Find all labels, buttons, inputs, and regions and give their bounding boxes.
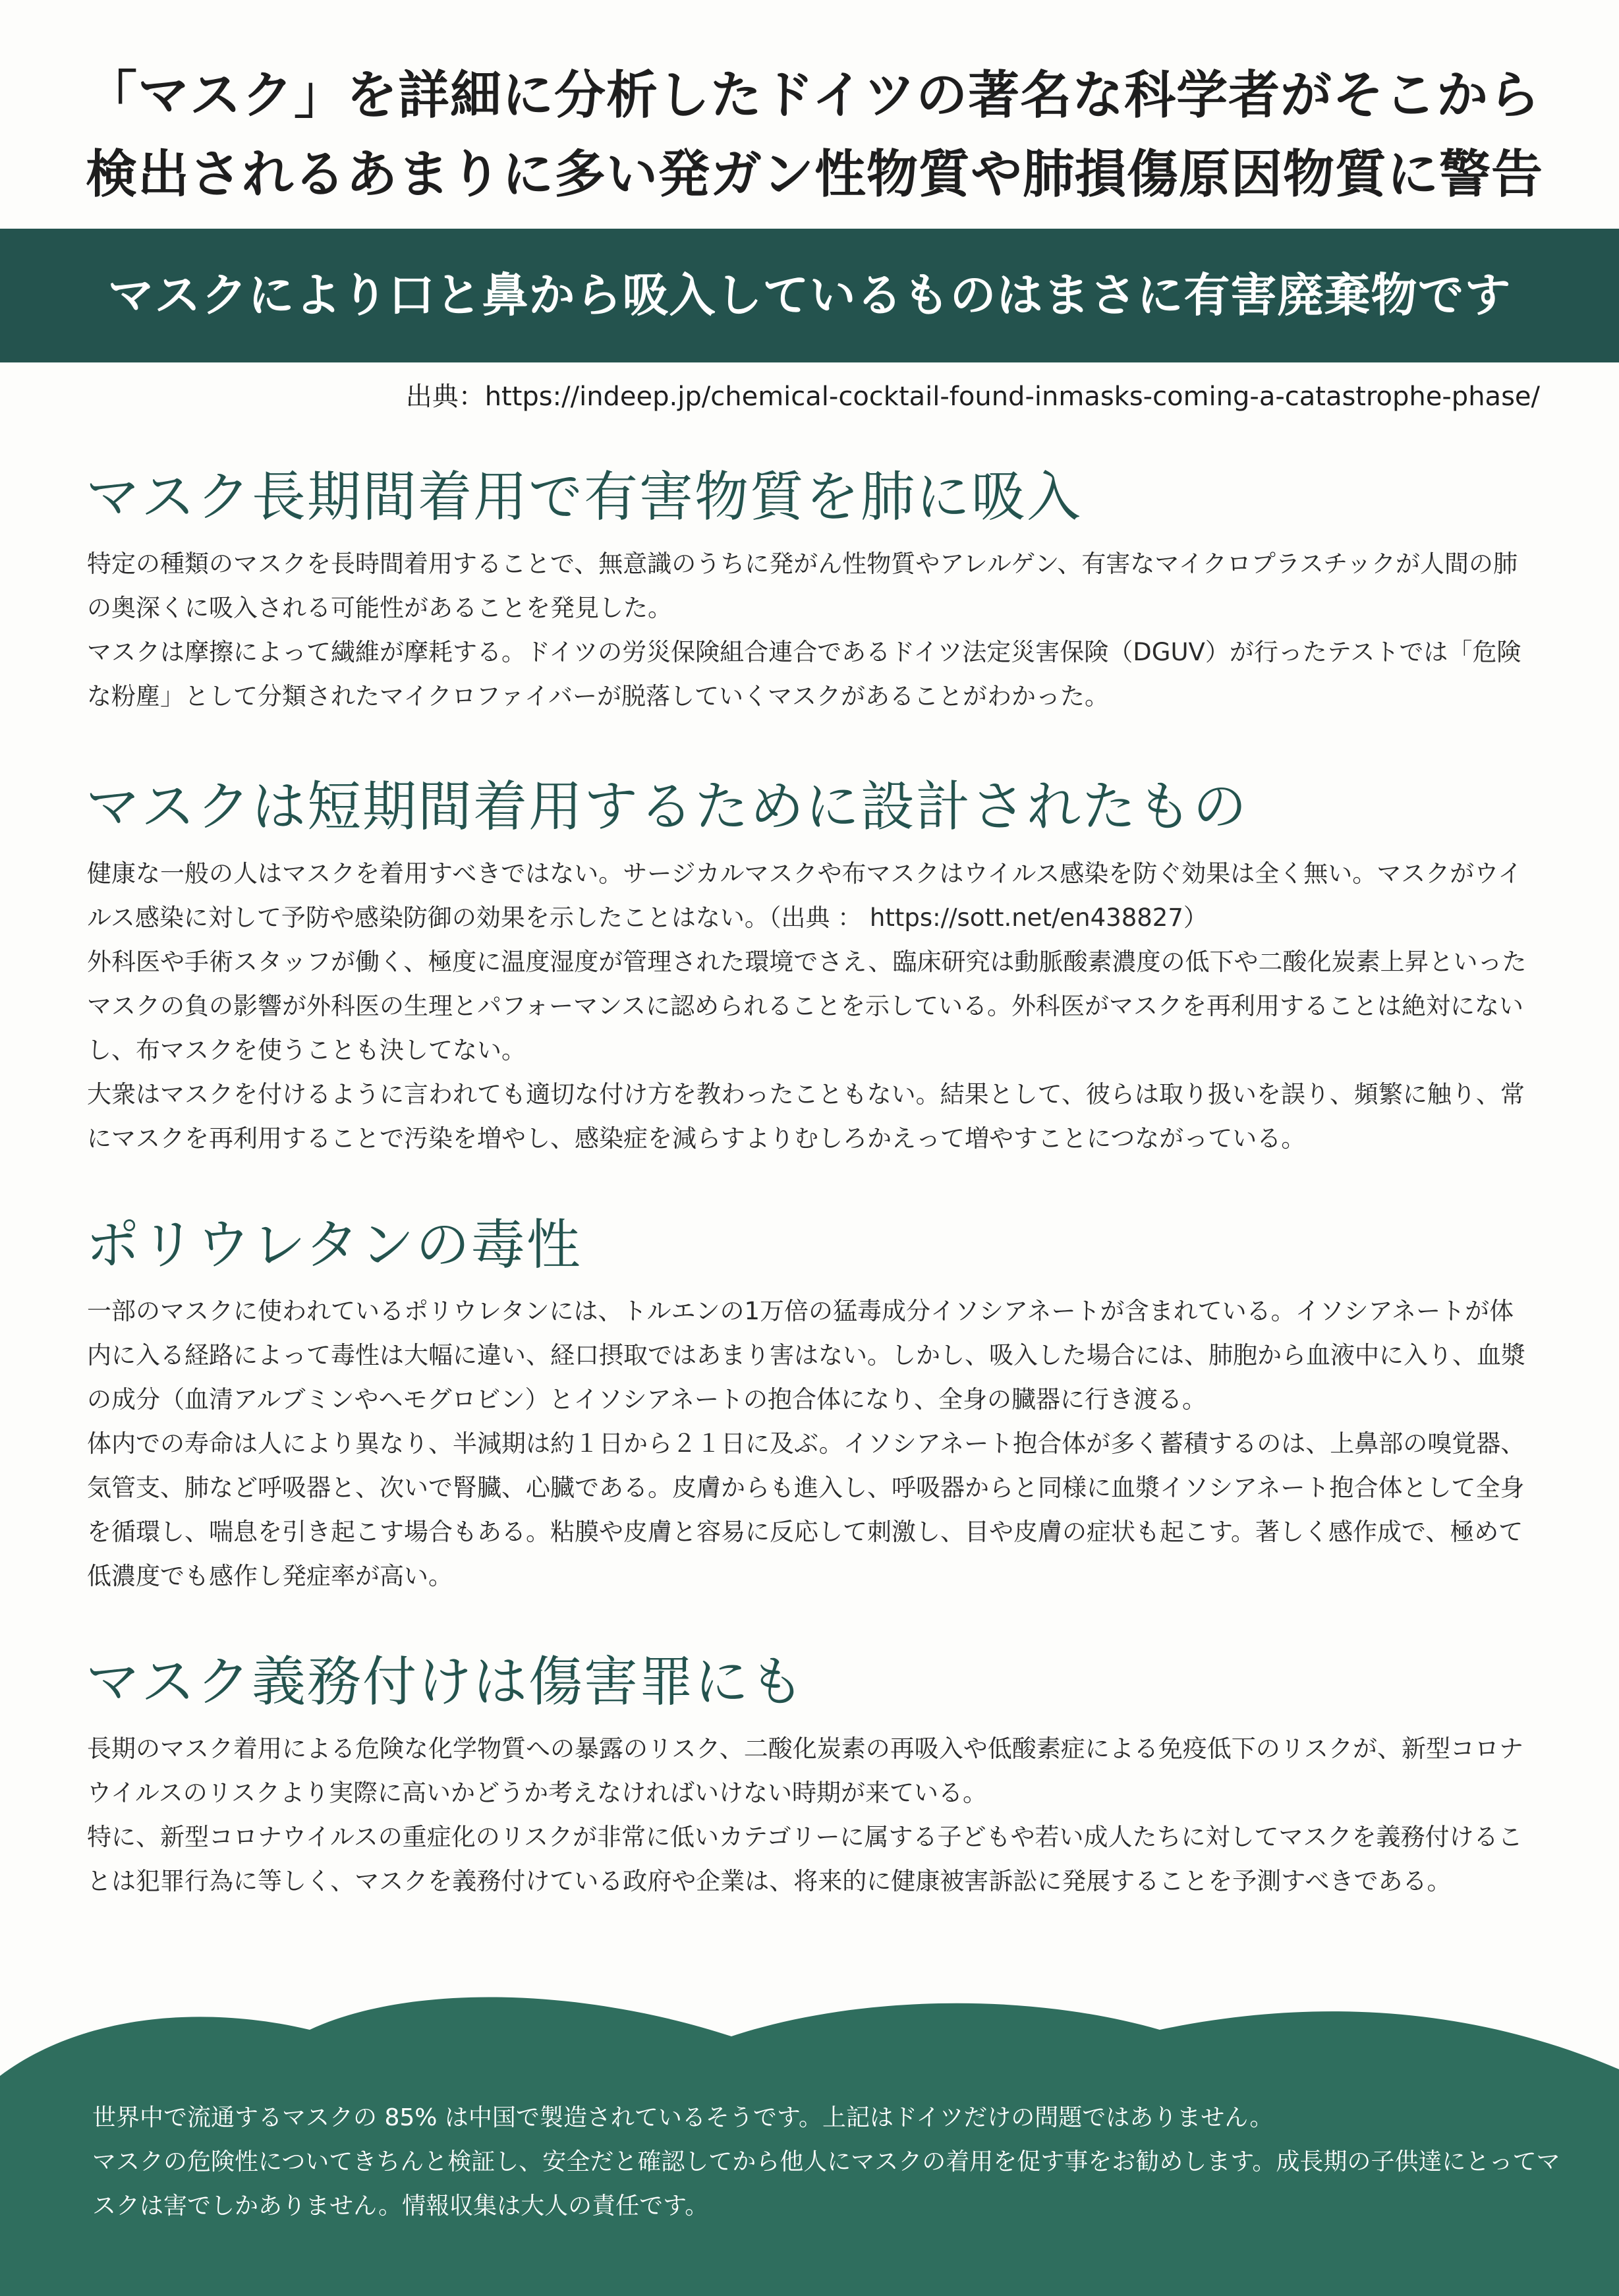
- footer-paragraph: 世界中で流通するマスクの 85% は中国で製造されているそうです。上記はドイツだけの問題ではありません。: [92, 2104, 1274, 2131]
- paragraph: 健康な一般の人はマスクを着用すべきではない。サージカルマスクや布マスクはウイルス感染を防ぐ効果は全く無い。マスクがウイルス感染に対して予防や感染防御の効果を示したことはない。（出典 ： https://sott.net/en438827）: [87, 859, 1523, 932]
- paragraph: 体内での寿命は人により異なり、半減期は約１日から２１日に及ぶ。イソシアネート抱合体が多く蓄積するのは、上鼻部の嗅覚器、気管支、肺など呼吸器と、次いで腎臓、心臓である。皮膚からも進入し、呼吸器からと同様に血漿イソシアネート抱合体として全身を循環し、喘息を引き起こす場合もある。粘膜や皮膚と容易に反応して刺激し、目や皮膚の症状も起こす。著しく感作成で、極めて低濃度でも感作し発症率が高い。: [87, 1429, 1525, 1590]
- source-citation: 出典：https://indeep.jp/chemical-cocktail-found-inmasks-coming-a-catastrophe-phase/: [405, 382, 1540, 412]
- paragraph: 特に、新型コロナウイルスの重症化のリスクが非常に低いカテゴリーに属する子どもや若い成人たちに対してマスクを義務付けることは犯罪行為に等しく、マスクを義務付けている政府や企業は、将来的に健康被害訴訟に発展することを予測すべきである。: [87, 1823, 1523, 1895]
- paragraph: マスクは摩擦によって繊維が摩耗する。ドイツの労災保険組合連合であるドイツ法定災害保険（DGUV）が行ったテストでは「危険な粉塵」として分類されたマイクロファイバーが脱落していくマスクがあることがわかった。: [87, 638, 1521, 710]
- paragraph: 長期のマスク着用による危険な化学物質への暴露のリスク、二酸化炭素の再吸入や低酸素症による免疫低下のリスクが、新型コロナウイルスのリスクより実際に高いかどうか考えなければいけない時期が来ている。: [87, 1735, 1524, 1807]
- section-body-mandate: [87, 1727, 1537, 1903]
- paragraph: 大衆はマスクを付けるように言われても適切な付け方を教わったこともない。結果として、彼らは取り扱いを誤り、頻繁に触り、常にマスクを再利用することで汚染を増やし、感染症を減らすよりむしろかえって増やすことにつながっている。: [87, 1080, 1525, 1153]
- section-body-inhalation: [87, 542, 1537, 718]
- section-body-polyurethane: [87, 1289, 1537, 1598]
- headline-line-2: 検出されるあまりに多い発ガン性物質や肺損傷原因物質に警告: [86, 145, 1544, 204]
- section-body-short-term: [87, 851, 1537, 1161]
- banner-text: マスクにより口と鼻から吸入しているものはまさに有害廃棄物です: [107, 268, 1512, 322]
- paragraph: 特定の種類のマスクを長時間着用することで、無意識のうちに発がん性物質やアレルゲン、有害なマイクロプラスチックが人間の肺の奥深くに吸入される可能性があることを発見した。: [87, 550, 1518, 622]
- subtitle-banner: [0, 229, 1619, 362]
- footer-paragraph: マスクの危険性についてきちんと検証し、安全だと確認してから他人にマスクの着用を促す事をお勧めします。成長期の子供達にとってマスクは害でしかありません。情報収集は大人の責任です。: [92, 2148, 1560, 2220]
- headline-line-1: 「マスク」を詳細に分析したドイツの著名な科学者がそこから: [86, 66, 1541, 125]
- section-title-polyurethane: ポリウレタンの毒性: [86, 1214, 582, 1277]
- headline: [86, 56, 1548, 214]
- section-title-inhalation: マスク長期間着用で有害物質を肺に吸入: [86, 466, 1083, 529]
- paragraph: 一部のマスクに使われているポリウレタンには、トルエンの1万倍の猛毒成分イソシアネートが含まれている。イソシアネートが体内に入る経路によって毒性は大幅に違い、経口摂取ではあまり害はない。しかし、吸入した場合には、肺胞から血液中に入り、血漿の成分（血清アルブミンやヘモグロビン）とイソシアネートの抱合体になり、全身の臓器に行き渡る。: [87, 1297, 1525, 1414]
- section-title-short-term: マスクは短期間着用するために設計されたもの: [86, 776, 1249, 838]
- section-title-mandate: マスク義務付けは傷害罪にも: [86, 1651, 806, 1713]
- paragraph: 外科医や手術スタッフが働く、極度に温度湿度が管理された環境でさえ、臨床研究は動脈酸素濃度の低下や二酸化炭素上昇といったマスクの負の影響が外科医の生理とパフォーマンスに認められることを示している。外科医がマスクを再利用することは絶対にないし、布マスクを使うことも決してない。: [87, 948, 1527, 1064]
- footer-text: [92, 2096, 1568, 2228]
